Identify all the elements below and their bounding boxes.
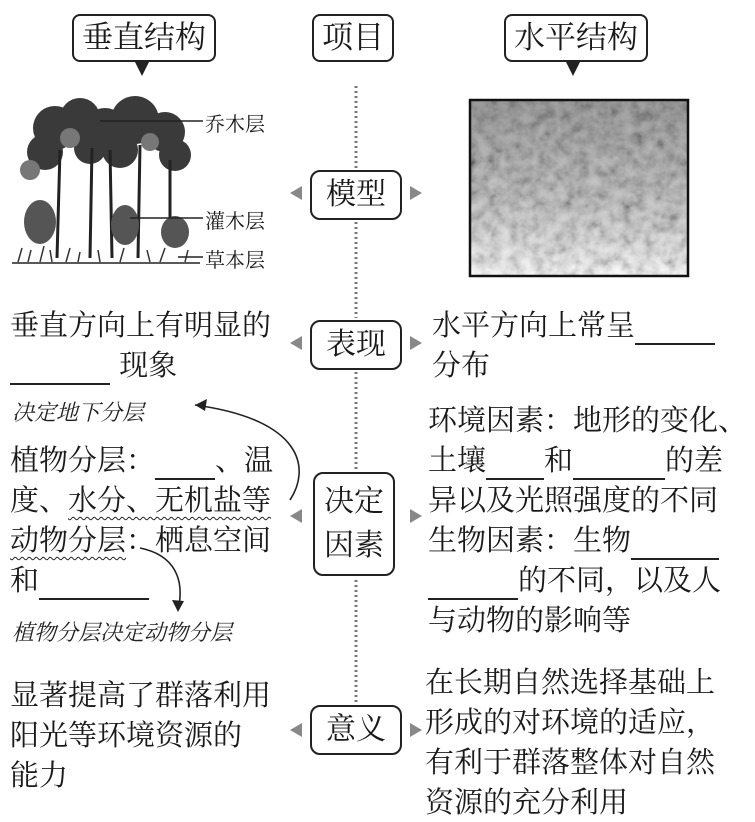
right-bio-line1: 生物因素：生物	[428, 520, 719, 560]
right-env-line1: 环境因素：地形的变化、	[428, 403, 748, 437]
answer-blank	[486, 448, 544, 480]
factors-box	[313, 472, 395, 576]
right-env-line3: 异以及光照强度的不同	[428, 483, 719, 517]
performance-box: 表现	[310, 320, 402, 370]
left-performance-line1: 垂直方向上有明显的	[10, 308, 272, 342]
answer-blank	[631, 528, 719, 560]
answer-blank	[573, 448, 665, 480]
answer-blank	[635, 313, 715, 345]
right-performance-line1: 水平方向上常呈	[432, 305, 715, 345]
herb-layer-label: 草本层	[205, 248, 265, 272]
left-significance-line3: 能力	[10, 758, 69, 792]
left-significance-line1: 显著提高了群落利用	[10, 678, 272, 712]
answer-blank	[10, 353, 110, 385]
right-significance-line3: 有利于群落整体对自然	[425, 745, 716, 779]
right-significance-line4: 资源的充分利用	[425, 785, 629, 819]
right-bio-line3: 与动物的影响等	[428, 603, 632, 637]
landscape-photo	[470, 100, 688, 276]
forest-illustration	[12, 96, 203, 263]
vertical-header-arrow	[135, 62, 149, 76]
shrub-layer-label: 灌木层	[205, 209, 265, 233]
left-plant-line1: 植物分层： 、温	[10, 440, 273, 480]
answer-blank	[39, 568, 149, 600]
significance-box: 意义	[310, 705, 402, 755]
tree-layer-label: 乔木层	[205, 112, 265, 136]
factors-line2: 因素	[324, 528, 384, 563]
handwritten-note-top: 决定地下分层	[12, 401, 145, 426]
left-animal-line2: 和	[10, 560, 149, 600]
factors-line1: 决定	[324, 484, 384, 519]
left-animal-line1: 动物分层：栖息空间	[10, 523, 272, 557]
item-header: 项目	[312, 14, 394, 62]
vertical-structure-header: 垂直结构	[72, 14, 216, 62]
left-performance-line2: 现象	[10, 345, 177, 385]
horizontal-header-arrow	[566, 62, 580, 76]
answer-blank	[428, 568, 518, 600]
handwritten-note-bottom: 植物分层决定动物分层	[12, 621, 233, 646]
right-bio-line2: 的不同，以及人	[428, 560, 721, 600]
horizontal-structure-header: 水平结构	[504, 14, 648, 62]
answer-blank	[155, 448, 215, 480]
left-significance-line2: 阳光等环境资源的	[10, 718, 243, 752]
model-box: 模型	[310, 170, 402, 220]
right-performance-line2: 分布	[432, 348, 491, 382]
right-significance-line1: 在长期自然选择基础上	[425, 665, 716, 699]
right-significance-line2: 形成的对环境的适应，	[425, 705, 716, 739]
left-plant-line2: 度、水分、无机盐等	[10, 483, 272, 517]
right-env-line2: 土壤 和 的差	[428, 440, 723, 480]
